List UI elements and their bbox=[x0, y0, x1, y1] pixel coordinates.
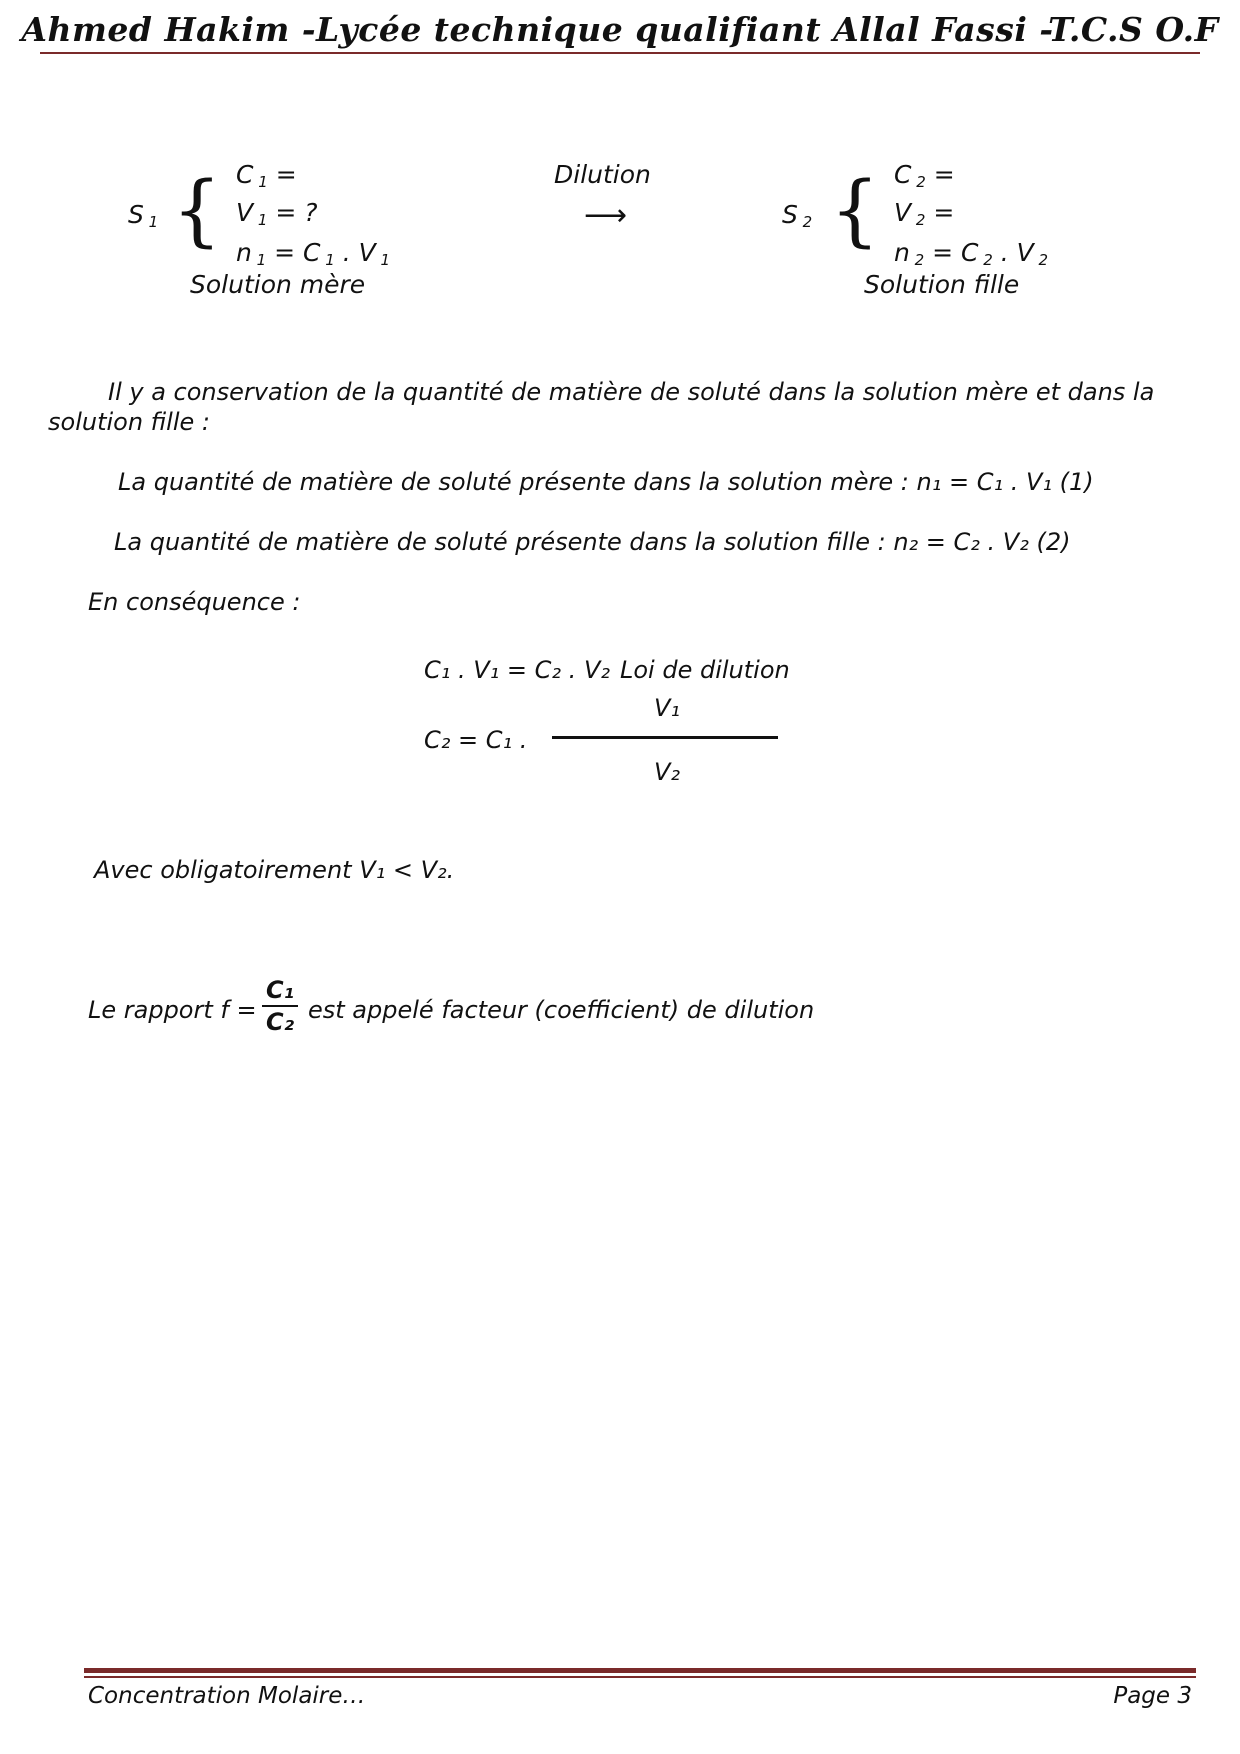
s1-line-n: n $_1$ = C $_1$ . V $_1$ bbox=[236, 238, 391, 269]
page-number: Page 3 bbox=[1113, 1683, 1192, 1709]
fraction-lhs: C₂ = C₁ . bbox=[424, 726, 528, 754]
s1-line-v: V $_1$ = ? bbox=[236, 198, 318, 229]
factor-before: Le rapport f = bbox=[88, 996, 257, 1024]
s1-line-c: C $_1$ = bbox=[236, 160, 297, 191]
header-rule bbox=[40, 52, 1200, 54]
s1-label: S $_1$ bbox=[128, 200, 159, 231]
factor-after: est appelé facteur (coefficient) de dilution bbox=[308, 996, 815, 1024]
s1-caption: Solution mère bbox=[190, 270, 366, 299]
fraction-bar bbox=[552, 736, 778, 739]
page-header-title: Ahmed Hakim -Lycée technique qualifiant Allal Fassi -T.C.S O.F bbox=[21, 10, 1219, 49]
factor-fraction bbox=[262, 976, 298, 1036]
s2-label: S $_2$ bbox=[782, 200, 813, 231]
statement-1: La quantité de matière de soluté présente dans la solution mère : n₁ = C₁ . V₁ (1) bbox=[118, 468, 1094, 496]
fraction-numerator: V₁ bbox=[654, 694, 681, 722]
consequence-label: En conséquence : bbox=[88, 588, 301, 616]
paragraph-line-1: Il y a conservation de la quantité de matière de soluté dans la solution mère et dans la bbox=[108, 378, 1155, 406]
footer-rule-thin bbox=[84, 1676, 1196, 1678]
statement-2: La quantité de matière de soluté présente dans la solution fille : n₂ = C₂ . V₂ (2) bbox=[114, 528, 1071, 556]
dilution-law-name: Loi de dilution bbox=[620, 656, 790, 684]
factor-bar bbox=[262, 1005, 298, 1007]
condition-line: Avec obligatoirement V₁ < V₂. bbox=[94, 856, 455, 884]
factor-numerator: C₁ bbox=[265, 976, 295, 1004]
paragraph-line-2: solution fille : bbox=[48, 408, 210, 436]
footer-title: Concentration Molaire… bbox=[88, 1683, 366, 1709]
dilution-label: Dilution bbox=[554, 160, 651, 189]
s2-brace: { bbox=[830, 166, 880, 256]
dilution-arrow-icon: ⟶ bbox=[584, 198, 628, 233]
s2-line-c: C $_2$ = bbox=[894, 160, 955, 191]
fraction-denominator: V₂ bbox=[654, 758, 681, 786]
s2-caption: Solution fille bbox=[864, 270, 1020, 299]
s2-line-n: n $_2$ = C $_2$ . V $_2$ bbox=[894, 238, 1049, 269]
factor-denominator: C₂ bbox=[265, 1008, 295, 1036]
dilution-law-equation: C₁ . V₁ = C₂ . V₂ bbox=[424, 656, 610, 684]
s1-brace: { bbox=[172, 166, 222, 256]
s2-line-v: V $_2$ = bbox=[894, 198, 955, 229]
footer-rule-thick bbox=[84, 1668, 1196, 1673]
